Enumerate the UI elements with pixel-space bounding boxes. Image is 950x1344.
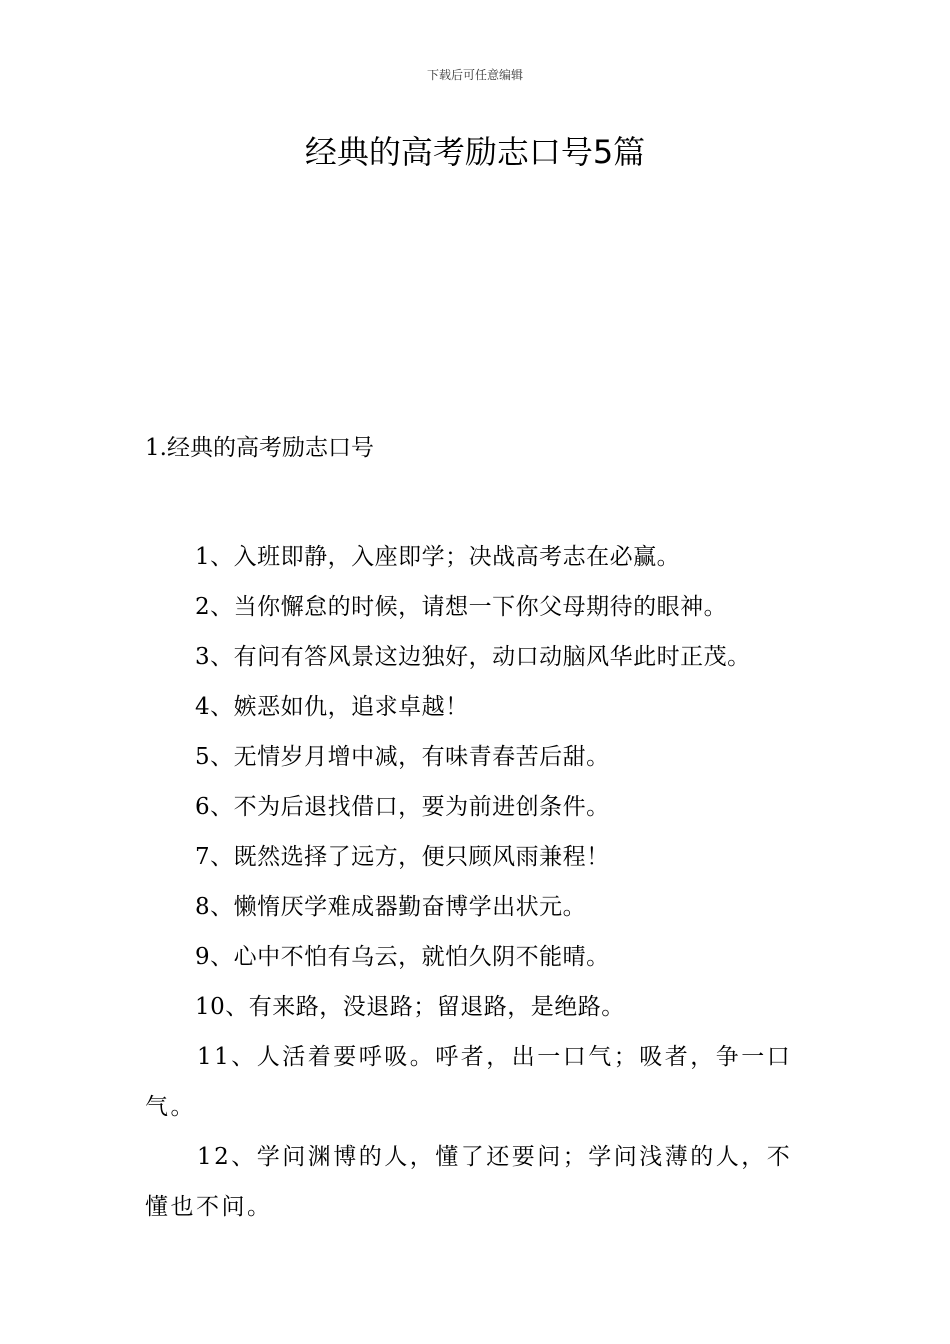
slogan-item: 3、有问有答风景这边独好，动口动脑风华此时正茂。 [195, 644, 751, 670]
slogan-item: 11、人活着要呼吸。呼者，出一口气；吸者，争一口气。 [145, 1044, 793, 1120]
slogan-item: 10、有来路，没退路；留退路，是绝路。 [195, 994, 625, 1020]
slogan-item: 1、入班即静，入座即学；决战高考志在必赢。 [195, 544, 681, 570]
slogan-item: 4、嫉恶如仇，追求卓越！ [195, 694, 469, 720]
slogan-item: 9、心中不怕有乌云，就怕久阴不能晴。 [195, 944, 610, 970]
slogan-item: 7、既然选择了远方，便只顾风雨兼程！ [195, 844, 610, 870]
slogan-item: 6、不为后退找借口，要为前进创条件。 [195, 794, 610, 820]
slogan-item: 8、懒惰厌学难成器勤奋博学出状元。 [195, 894, 587, 920]
slogan-item: 5、无情岁月增中减，有味青春苦后甜。 [195, 744, 610, 770]
section-heading: 1.经典的高考励志口号 [145, 435, 374, 461]
document-title: 经典的高考励志口号5篇 [304, 133, 646, 171]
slogan-item: 12、学问渊博的人，懂了还要问；学问浅薄的人，不懂也不问。 [145, 1144, 793, 1220]
slogan-item: 2、当你懈怠的时候，请想一下你父母期待的眼神。 [195, 594, 728, 620]
header-note: 下载后可任意编辑 [426, 68, 523, 82]
slogan-list [145, 532, 807, 1232]
